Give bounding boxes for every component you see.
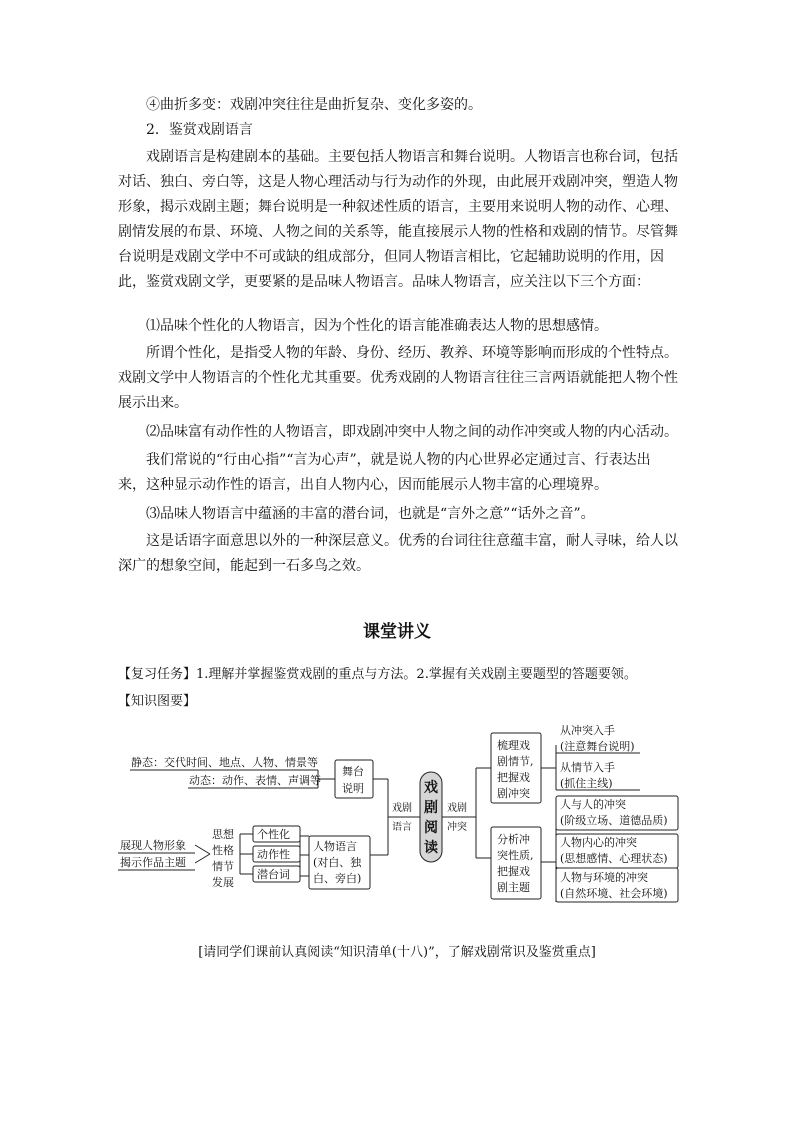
analyze-box-line2: 突性质, [497, 849, 534, 862]
paragraph-individuality: 所谓个性化，是指受人物的年龄、身份、经历、教养、环境等影响而形成的个性特点。戏剧文学中人物语言的个性化尤其重要。优秀戏剧的人物语言往往三言两语就能把人物个性展示出来。 [118, 345, 678, 411]
conflict2-note: (思想感情、心理状态) [560, 852, 668, 865]
section-title: 课堂讲义 [363, 622, 431, 642]
conflict3-note: (自然环境、社会环境) [560, 887, 668, 900]
conflict-branch-line1: 戏剧 [447, 803, 467, 814]
entry1-title: 从冲突入手 [560, 724, 615, 737]
function-plot: 情节 [212, 860, 234, 873]
function-thought: 思想 [212, 828, 234, 841]
review-task-text: 1.理解并掌握鉴赏戏剧的重点与方法。2.掌握有关戏剧主要题型的答题要领。 [196, 667, 637, 682]
language-branch-line2: 语言 [392, 822, 412, 833]
footer-note: [请同学们课前认真阅读“知识清单(十八)”，了解戏剧常识及鉴赏重点] [198, 945, 596, 960]
stage-box-line1: 舞台 [342, 765, 364, 778]
stage-box-line2: 说明 [342, 782, 364, 795]
review-task-tag: 【复习任务】 [118, 667, 197, 682]
static-line: 静态：交代时间、地点、人物、情景等 [131, 756, 318, 769]
center-char-4: 读 [424, 840, 438, 856]
analyze-box-line4: 剧主题 [497, 881, 530, 894]
conflict3-title: 人物与环境的冲突 [560, 871, 648, 884]
section-heading-drama-language: 2．鉴赏戏剧语言 [146, 122, 253, 138]
left-item-image: 展现人物形象 [120, 839, 186, 852]
paragraph-point-3: ⑶品味人物语言中蕴涵的丰富的潜台词，也就是“言外之意”“话外之音”。 [146, 506, 595, 522]
paragraph-subtext: 这是话语字面意思以外的一种深层意义。优秀的台词往往意蕴丰富，耐人寻味，给人以深广的想象空间，能起到一石多鸟之效。 [118, 533, 678, 574]
paragraph-conflict-twists: ④曲折多变：戏剧冲突往往是曲折复杂、变化多姿的。 [146, 97, 482, 113]
entry1-note: (注意舞台说明) [560, 740, 635, 753]
sort-box-line4: 剧冲突 [497, 787, 530, 800]
function-character: 性格 [212, 844, 234, 857]
entry2-note: (抓住主线) [560, 777, 613, 790]
paragraph-point-2: ⑵品味富有动作性的人物语言，即戏剧冲突中人物之间的动作冲突或人物的内心活动。 [146, 424, 678, 440]
trait-subtext: 潜台词 [257, 868, 290, 881]
trait-action: 动作性 [257, 848, 290, 861]
conflict-branch-line2: 冲突 [447, 822, 467, 833]
left-item-theme: 揭示作品主题 [120, 856, 186, 869]
sort-box-line3: 把握戏 [497, 771, 530, 784]
function-development: 发展 [212, 876, 234, 889]
center-char-2: 剧 [424, 800, 438, 816]
knowledge-map-tag: 【知识图要】 [118, 694, 197, 709]
paragraph-point-1: ⑴品味个性化的人物语言，因为个性化的语言能准确表达人物的思想感情。 [146, 318, 608, 334]
paragraph-action: 我们常说的“行由心指”“言为心声”，就是说人物的内心世界必定通过言、行表达出来，这种显示动作性的语言，出自人物内心，因而能展示人物丰富的心理境界。 [118, 452, 651, 493]
char-lang-line1: 人物语言 [313, 840, 357, 853]
entry2-title: 从情节入手 [560, 761, 615, 774]
trait-individuality: 个性化 [257, 828, 290, 841]
sort-box-line2: 剧情节, [497, 755, 534, 768]
analyze-box-line3: 把握戏 [497, 865, 530, 878]
dynamic-line: 动态：动作、表情、声调等 [189, 774, 321, 787]
analyze-box-line1: 分析冲 [497, 833, 530, 846]
center-char-3: 阅 [424, 820, 438, 836]
sort-box-line1: 梳理戏 [497, 739, 530, 752]
paragraph-drama-language: 戏剧语言是构建剧本的基础。主要包括人物语言和舞台说明。人物语言也称台词，包括对话、独白、旁白等，这是人物心理活动与行为动作的外现，由此展开戏剧冲突，塑造人物形象，揭示戏剧主题；舞台说明是一种叙述性质的语言，主要用来说明人物的动作、心理、剧情发展的布景、环境、人物之间的关系等，能直接展示人物的性格和戏剧的情节。尽管舞台说明是戏剧文学中不可或缺的组成部分，但同人物语言相比，它起辅助说明的作用，因此，鉴赏戏剧文学，更要紧的是品味人物语言。品味人物语言，应关注以下三个方面： [118, 149, 678, 290]
conflict2-title: 人物内心的冲突 [560, 836, 637, 849]
char-lang-line3: 白、旁白) [313, 872, 362, 885]
conflict1-title: 人与人的冲突 [560, 798, 626, 811]
conflict1-note: (阶级立场、道德品质) [560, 814, 668, 827]
center-char-1: 戏 [424, 780, 438, 796]
language-branch-line1: 戏剧 [392, 803, 412, 814]
char-lang-line2: (对白、独 [313, 856, 362, 869]
